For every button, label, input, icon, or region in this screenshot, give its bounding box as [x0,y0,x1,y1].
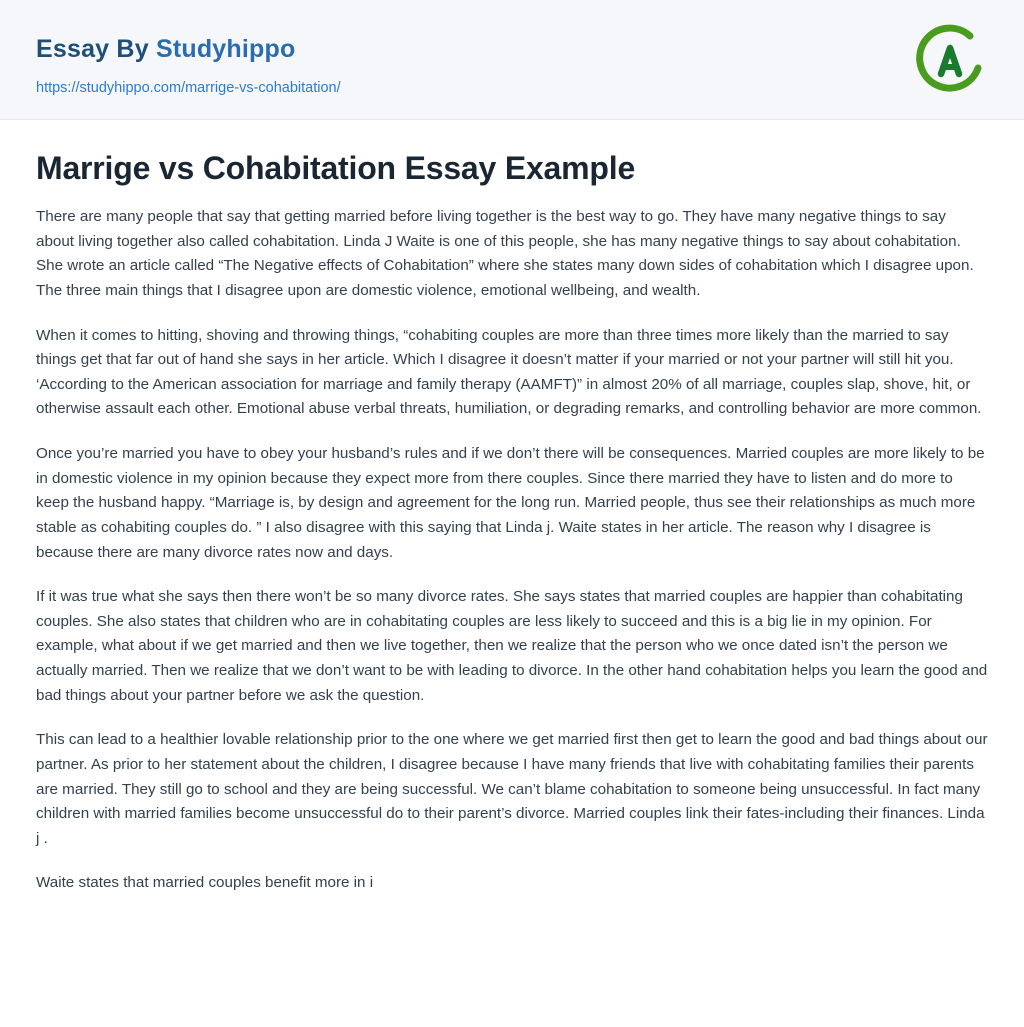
essay-paragraph: This can lead to a healthier lovable relationship prior to the one where we get married first then get to learn the good and bad things about our partner. As prior to her statement about the children, I disagree because I have many friends that live with cohabitating families their parents are married. They still go to school and they are being successful. We can’t blame cohabitation to someone being unsuccessful. In fact many children with married families become unsuccessful do to their parent’s divorce. Married couples link their fates-including their finances. Linda j . [36,731,988,847]
essay-paragraph: If it was true what she says then there won’t be so many divorce rates. She says states that married couples are happier than cohabitating couples. She also states that children who are in cohabitating couples are less likely to succeed and this is a big lie in my opinion. For example, what about if we get married and then we live together, then we realize that the person who we once dated isn’t the person we actually married. Then we realize that we don’t want to be with leading to divorce. In the other hand cohabitation helps you learn the good and bad things about your partner before we ask the question. [36,588,988,704]
essay-paragraph: Waite states that married couples benefit more in i [36,874,374,892]
essay-article [0,120,1024,896]
studyhippo-logo-icon [910,22,988,100]
page-title: Marrige vs Cohabitation Essay Example [36,150,636,186]
site-header [0,0,1024,120]
content-fade-overlay [0,991,1024,1027]
essay-paragraph: When it comes to hitting, shoving and throwing things, “cohabiting couples are more than three times more likely than the married to say things get that far out of hand she says in her article. Which I disagree it doesn’t matter if your married or not your partner will still hit you. ‘According to the American association for marriage and family therapy (AAMFT)” in almost 20% of all marriage, couples slap, shove, hit, or otherwise assault each other. Emotional abuse verbal threats, humiliation, or degrading remarks, and controlling behavior are more common. [36,326,982,418]
essay-paragraph: Once you’re married you have to obey your husband’s rules and if we don’t there will be consequences. Married couples are more likely to be in domestic violence in my opinion because they expect more from there couples. Since there married they have to listen and do more to keep the husband happy. “Marriage is, by design and agreement for the long run. Married people, thus see their relationships as much more stable as cohabiting couples do. ” I also disagree with this saying that Linda j. Waite states in her article. The reason why I disagree is because there are many divorce rates now and days. [36,445,985,561]
brand-name: Studyhippo [155,35,296,63]
site-brand [36,34,988,64]
brand-prefix: Essay By [36,35,149,63]
essay-paragraph: There are many people that say that getting married before living together is the best way to go. They have many negative things to say about living together also called cohabitation. Linda J Waite is one of this people, she has many negative things to say about cohabitation. She wrote an article called “The Negative effects of Cohabitation” where she states many down sides of cohabitation which I disagree upon. The three main things that I disagree upon are domestic violence, emotional wellbeing, and wealth. [36,208,974,299]
source-url-link[interactable]: https://studyhippo.com/marrige-vs-cohabitation/ [36,80,341,96]
